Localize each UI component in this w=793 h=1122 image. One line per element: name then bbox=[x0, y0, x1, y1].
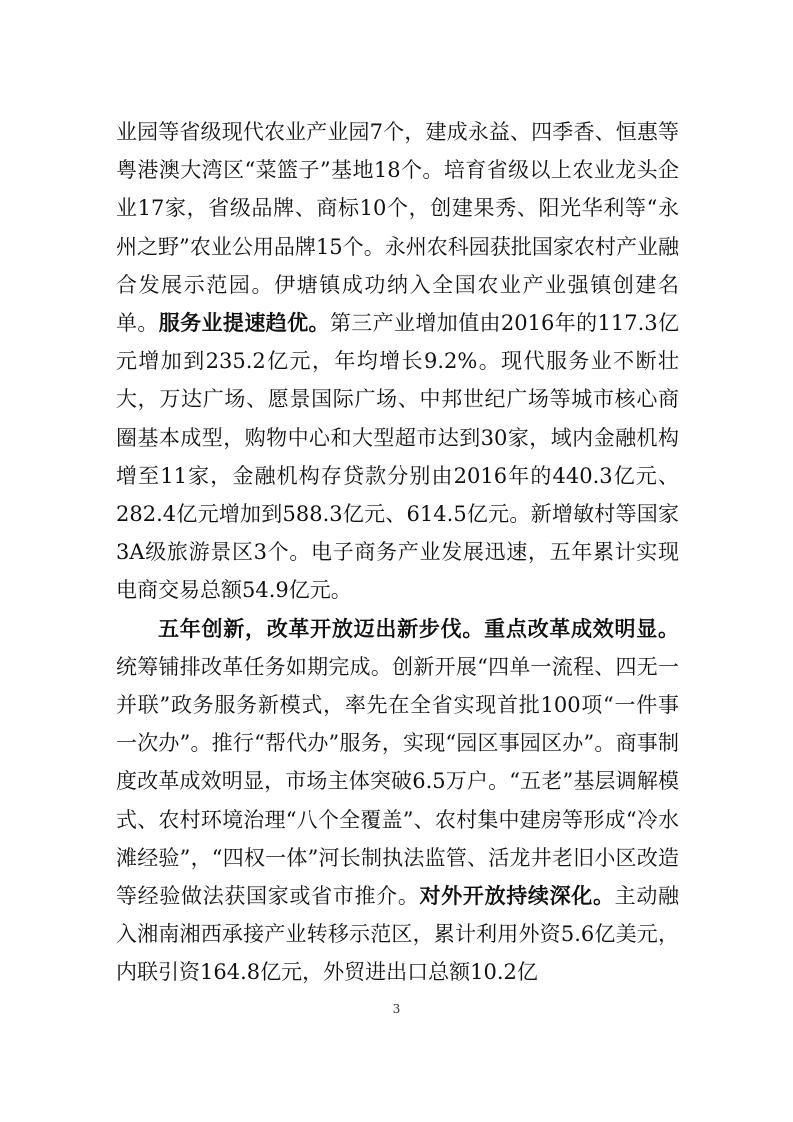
paragraph-1-bold-heading-services: 服务业提速趋优。 bbox=[158, 311, 330, 336]
paragraph-1-text-1: 业园等省级现代农业产业园7个，建成永益、四季香、恒惠等粤港澳大湾区“菜篮子”基地18个。培育省级以上农业龙头企业17家，省级品牌、商标10个，创建果秀、阳光华利等“永州之野”农业公用品牌15个。永州农科园获批国家农村产业融合发展示范园。伊塘镇成功纳入全国农业产业强镇创建名单。 bbox=[116, 120, 679, 336]
paragraph-2-text-2: 主动融入湘南湘西承接产业转移示范区，累计利用外资5.6亿美元，内联引资164.8亿元，外贸进出口总额10.2亿 bbox=[116, 884, 680, 985]
paragraph-2-bold-heading-opening: 对外开放持续深化。 bbox=[419, 884, 615, 909]
paragraph-2-text-1: 统筹铺排改革任务如期完成。创新开展“四单一流程、四无一并联”政务服务新模式，率先在全省实现首批100项“一件事一次办”。推行“帮代办”服务，实现“园区事园区办”。商事制度改革成效明显，市场主体突破6.5万户。“五老”基层调解模式、农村环境治理“八个全覆盖”、农村集中建房等形成“冷水滩经验”，“四权一体”河长制执法监管、活龙井老旧小区改造等经验做法获国家或省市推介。 bbox=[116, 654, 679, 909]
page-number: 3 bbox=[392, 1002, 401, 1016]
paragraph-2-bold-heading-reform: 五年创新，改革开放迈出新步伐。重点改革成效明显。 bbox=[158, 616, 679, 641]
paragraph-2 bbox=[116, 610, 679, 992]
paragraph-1 bbox=[116, 113, 679, 610]
document-body bbox=[116, 113, 679, 992]
paragraph-1-text-2: 第三产业增加值由2016年的117.3亿元增加到235.2亿元，年均增长9.2%。现代服务业不断壮大，万达广场、愿景国际广场、中邦世纪广场等城市核心商圈基本成型，购物中心和大型超市达到30家，域内金融机构增至11家，金融机构存贷款分别由2016年的440.3亿元、282.4亿元增加到588.3亿元、614.5亿元。新增敏村等国家3A级旅游景区3个。电子商务产业发展迅速，五年累计实现电商交易总额54.9亿元。 bbox=[116, 311, 680, 603]
